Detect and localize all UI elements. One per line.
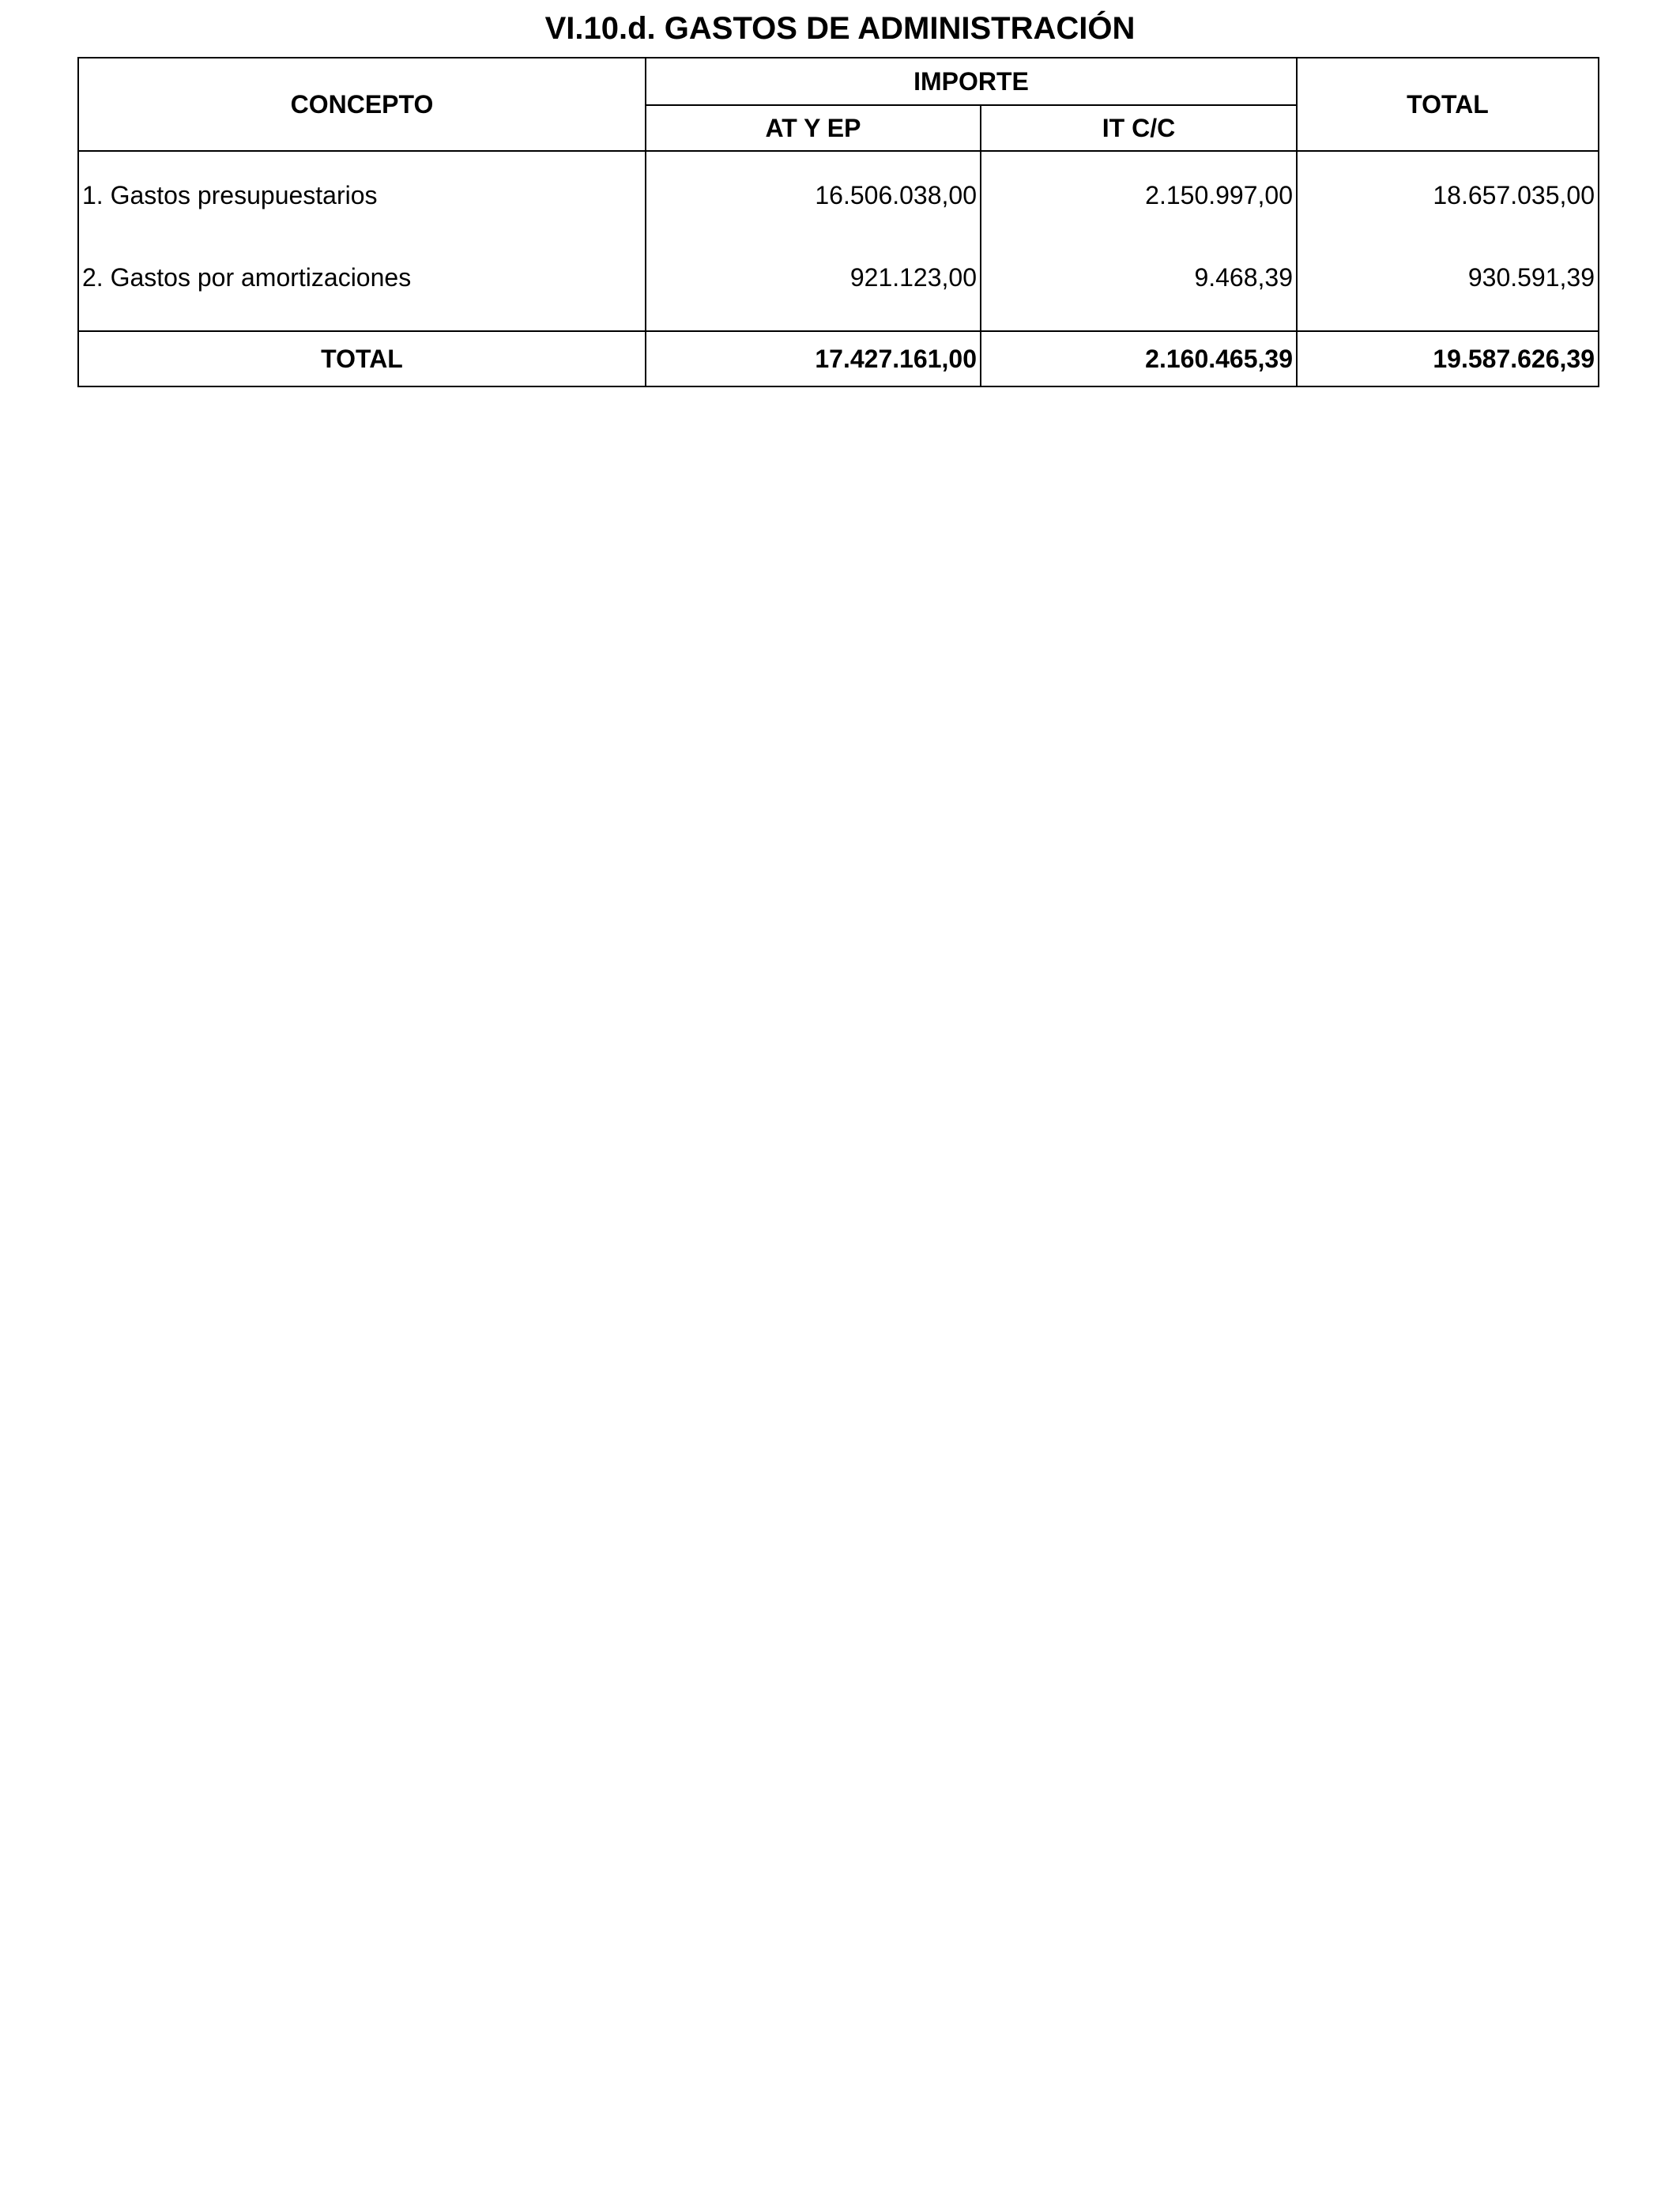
row-it-cc: 2.150.997,00 [981, 151, 1297, 234]
total-row [78, 331, 1599, 386]
row-at-y-ep: 921.123,00 [646, 234, 981, 331]
row-concepto: 1. Gastos presupuestarios [78, 151, 646, 234]
header-importe: IMPORTE [646, 58, 1297, 105]
header-at-y-ep: AT Y EP [646, 105, 981, 151]
gastos-administracion-table [77, 57, 1599, 387]
header-it-cc: IT C/C [981, 105, 1297, 151]
total-it-cc: 2.160.465,39 [981, 331, 1297, 386]
page-title: VI.10.d. GASTOS DE ADMINISTRACIÓN [544, 11, 1136, 46]
row-total: 18.657.035,00 [1297, 151, 1599, 234]
table-row [78, 151, 1599, 234]
table-row [78, 234, 1599, 331]
total-at-y-ep: 17.427.161,00 [646, 331, 981, 386]
header-concepto: CONCEPTO [78, 58, 646, 151]
row-at-y-ep: 16.506.038,00 [646, 151, 981, 234]
header-total: TOTAL [1297, 58, 1599, 151]
total-total: 19.587.626,39 [1297, 331, 1599, 386]
row-total: 930.591,39 [1297, 234, 1599, 331]
row-concepto: 2. Gastos por amortizaciones [78, 234, 646, 331]
total-label: TOTAL [78, 331, 646, 386]
row-it-cc: 9.468,39 [981, 234, 1297, 331]
